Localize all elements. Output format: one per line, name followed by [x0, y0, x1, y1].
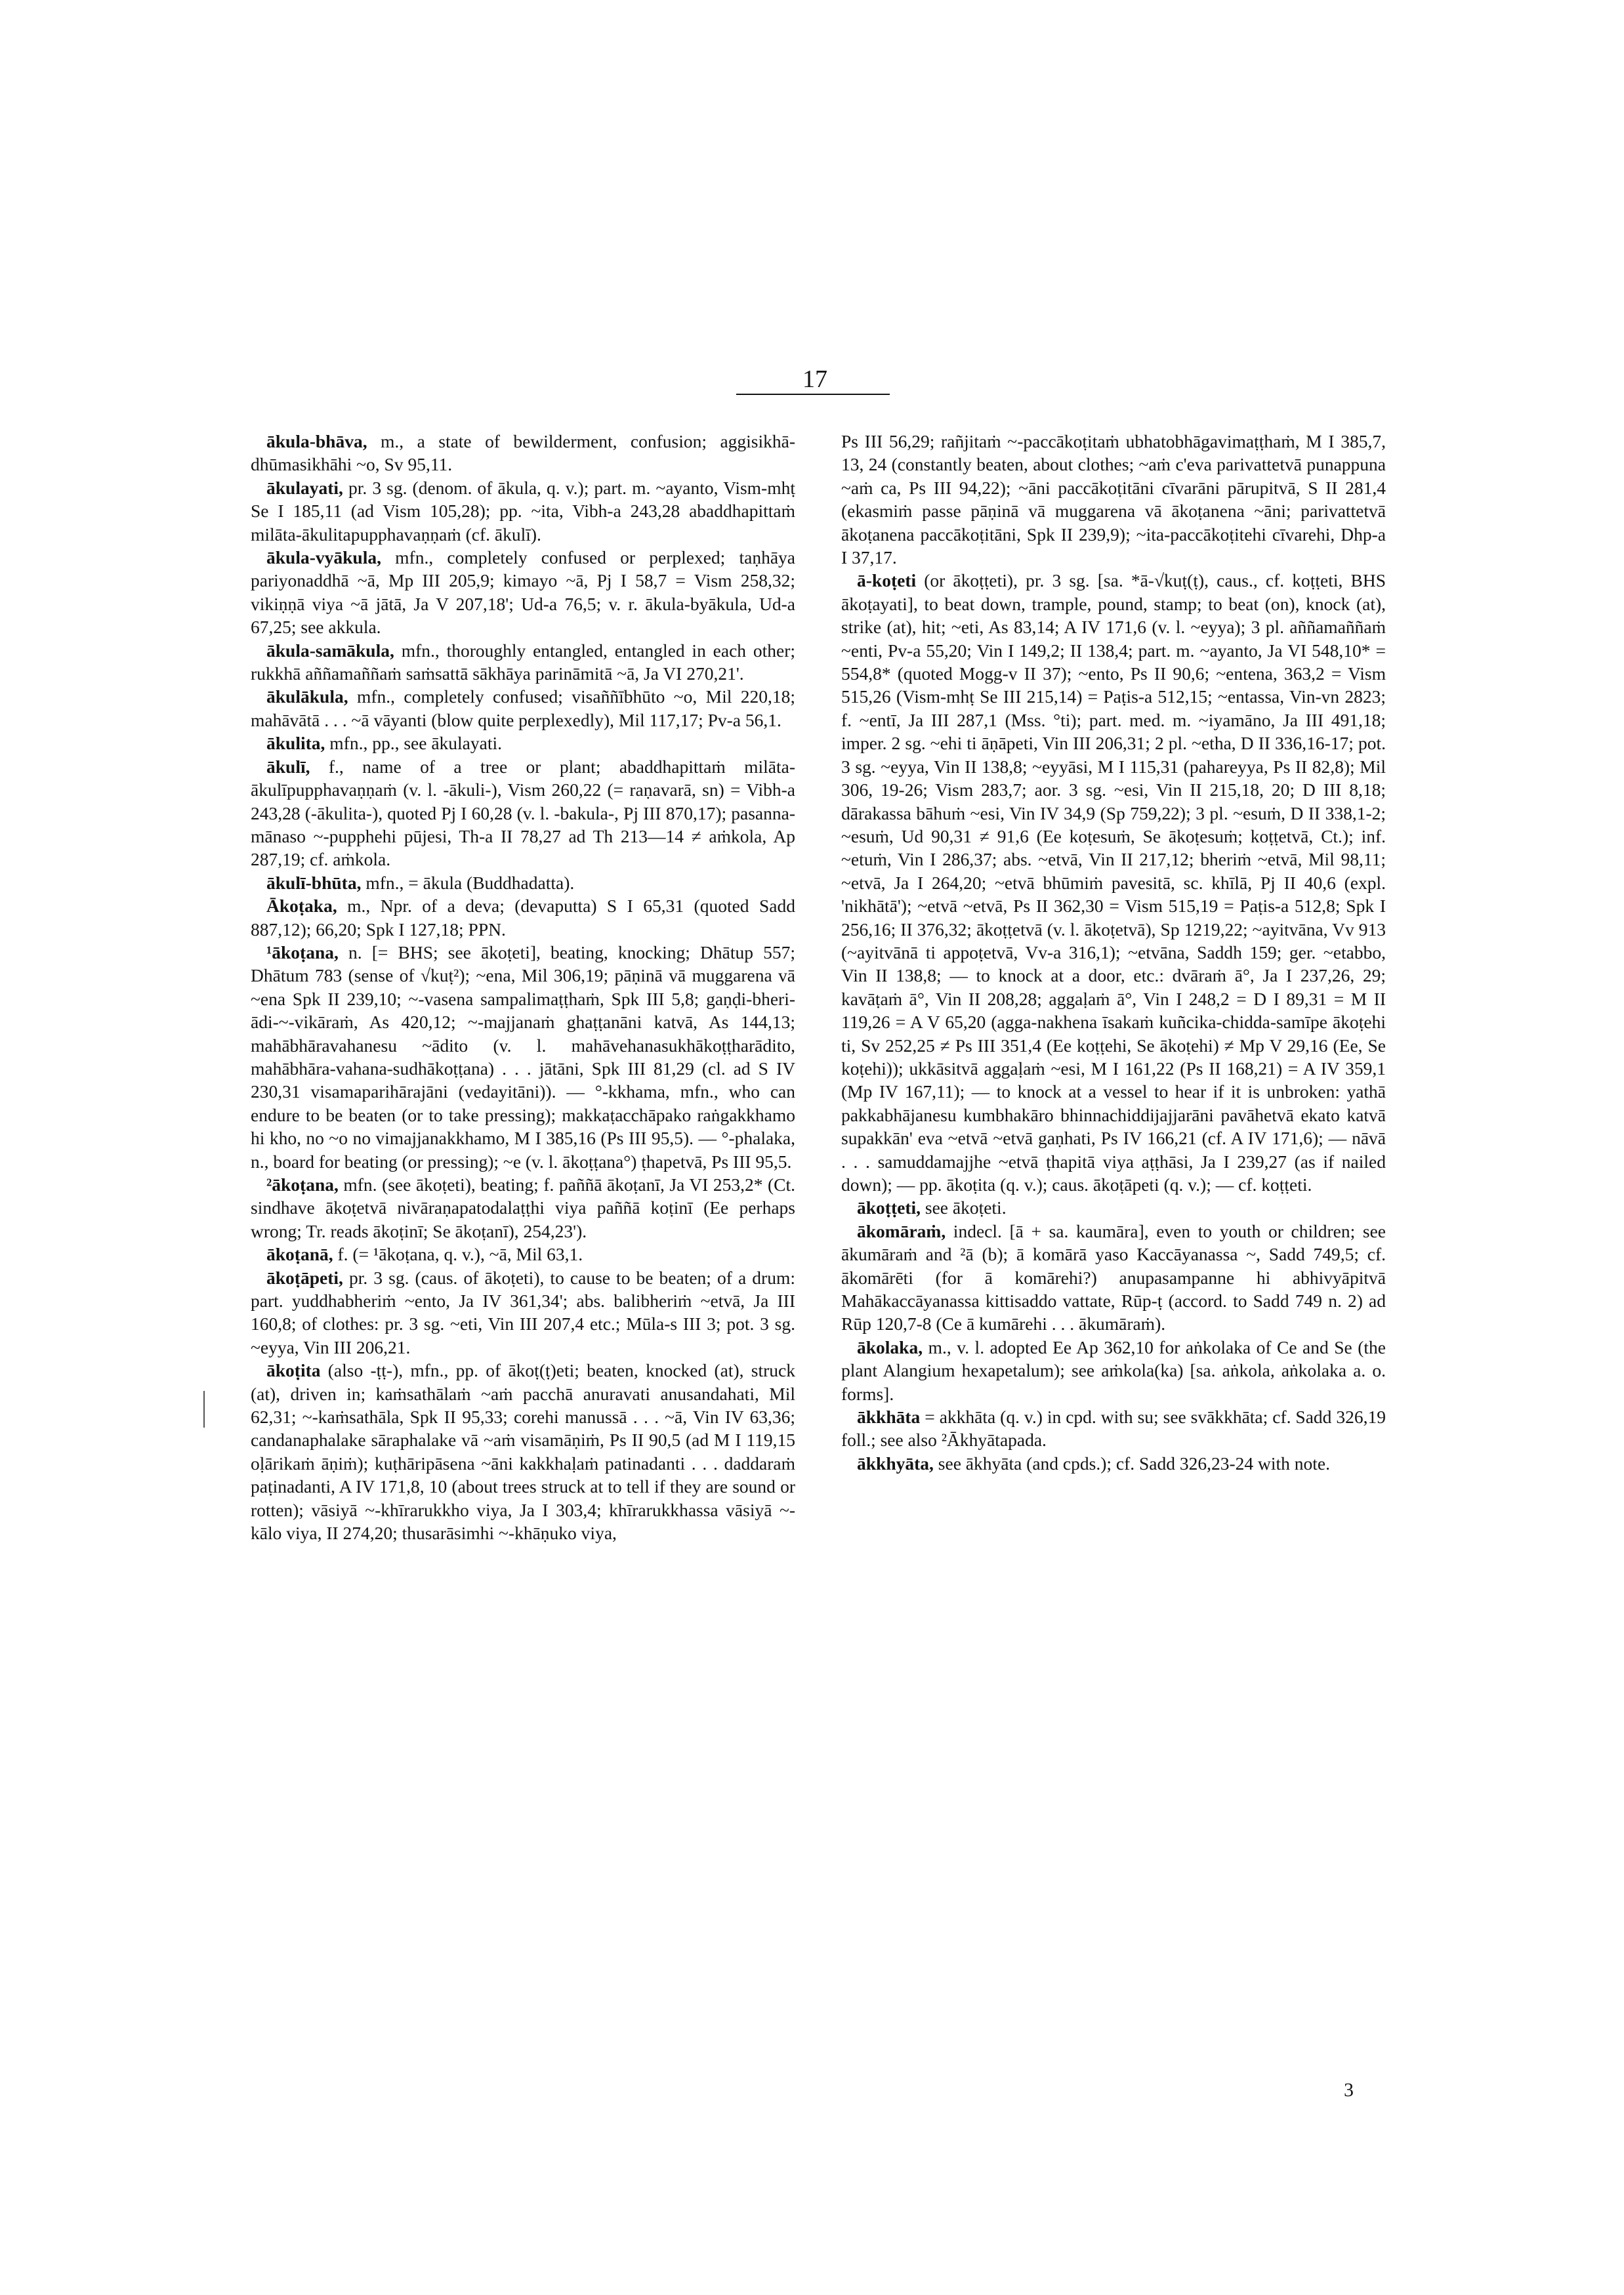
entry-body: mfn., = ākula (Buddhadatta).: [361, 872, 575, 893]
entry-body: = akkhāta (q. v.) in cpd. with su; see svākkhāta; cf. Sadd 326,19 foll.; see also ²Ākhyātapada.: [841, 1407, 1386, 1451]
entry-body: (also -ṭṭ-), mfn., pp. of ākoṭ(ṭ)eti; beaten, knocked (at), struck (at), driven in; kaṁsathālaṁ ~aṁ pacchā anuravati anusandahati, Mil 62,31; ~-kaṁsathāla, Spk II 95,33; corehi manussā . . . ~ā, Vin IV 63,36; candanaphalake sāraphalake vā ~aṁ visamāṇiṁ, Ps II 90,5 (ad M I 119,15 oḷārikaṁ āṇiṁ); kuṭhāripāsena ~āni kakkhaḷaṁ patinadanti . . . daddaraṁ paṭinadanti, A IV 171,8, 10 (about trees struck at to tell if they are sound or rotten); vāsiyā ~-khīrarukkho viya, Ja I 303,4; khīrarukkhassa vāsiyā ~-kālo viya, II 274,20; thusarāsimhi ~-khāṇuko viya,: [251, 1360, 795, 1544]
right-column: [841, 430, 1386, 1475]
entry-headword: ākkhyāta,: [857, 1453, 934, 1474]
entry-body: (or ākoṭṭeti), pr. 3 sg. [sa. *ā-√kuṭ(ṭ), caus., cf. koṭṭeti, BHS ākoṭayati], to beat down, trample, pound, stamp; to beat (on), knock (at), strike (at), hit; ~eti, As 83,14; A IV 171,6 (v. l. ~eyya); 3 pl. aññamaññaṁ ~enti, Pv-a 55,20; Vin I 149,2; II 138,4; part. m. ~ayanto, Ja VI 548,10* = 554,8* (quoted Mogg-v II 37); ~ento, Ps II 90,6; ~entena, 363,2 = Vism 515,26 (Vism-mhṭ Se III 215,14) = Paṭis-a 512,15; ~entassa, Vin-vn 2823; f. ~entī, Ja III 287,1 (Mss. °ti); part. med. m. ~iyamāno, Ja III 491,18; imper. 2 sg. ~ehi ti āṇāpeti, Vin III 206,31; 2 pl. ~etha, D II 336,16-17; pot. 3 sg. ~eyya, Vin II 138,8; ~eyyāsi, M I 115,31 (pahareyya, Ps II 82,8); Mil 306, 19-26; Vism 283,7; aor. 3 sg. ~esi, Vin II 215,18, 20; D III 8,18; dārakassa bāhuṁ ~esi, Vin IV 34,9 (Sp 759,22); 3 pl. ~esuṁ, D II 338,1-2; ~esuṁ, Ud 90,31 ≠ 91,6 (Ee koṭesuṁ, Se ākoṭesuṁ; koṭṭetvā, Ct.); inf. ~etuṁ, Vin I 286,37; abs. ~etvā, Vin II 217,12; bheriṁ ~etvā, Mil 98,11; ~etvā, Ja I 264,20; ~etvā bhūmiṁ pavesitā, sc. khīlā, Pj II 40,6 (expl. 'nikhātā'); ~etvā ~etvā, Ps II 362,30 = Vism 515,19 = Paṭis-a 512,8; Spk I 256,16; II 376,32; ākoṭṭetvā (v. l. ākoṭetvā), Sp 1219,22; ~ayitvāna, Vv 913 (~ayitvānā ti appoṭetvā, Vv-a 316,1); ~etvāna, Saddh 159; ger. ~etabbo, Vin II 138,8; — to knock at a door, etc.: dvāraṁ ā°, Ja I 237,26, 29; kavāṭaṁ ā°, Vin II 208,28; aggaḷaṁ ā°, Vin I 248,2 = D I 89,31 = M II 119,26 = A V 65,20 (agga-nakhena īsakaṁ kuñcika-chidda-samīpe ākoṭehi ti, Sv 252,25 ≠ Ps III 351,4 (Ee koṭṭehi, Se ākoṭehi) ≠ Mp V 29,16 (Ee, Se koṭehi)); ukkāsitvā aggaḷaṁ ~esi, M I 161,22 (Ps II 168,21) = A IV 359,1 (Mp IV 167,11); — to knock at a vessel to hear if it is unbroken: yathā pakkabhājanesu kumbhakāro bhinnachiddijajjarāni pavāhetvā ekato katvā supakkān' eva ~etvā ~etvā gaṇhati, Ps IV 166,21 (cf. A IV 171,6); — nāvā . . . samuddamajjhe ~etvā ṭhapitā viya aṭṭhāsi, Ja I 239,27 (as if nailed down); — pp. ākoṭita (q. v.); caus. ākoṭāpeti (q. v.); — cf. koṭṭeti.: [841, 570, 1386, 1195]
dictionary-entry: [251, 941, 795, 1173]
entry-headword: ākulākula,: [266, 686, 348, 707]
left-column: [251, 430, 795, 1545]
entry-headword: ¹ākoṭana,: [266, 941, 339, 962]
dictionary-entry: [841, 1452, 1386, 1475]
dictionary-entry: [251, 871, 795, 894]
entry-headword: ākulī-bhūta,: [266, 872, 362, 893]
entry-headword: ākulita,: [266, 733, 325, 754]
entry-headword: ākoṭita: [266, 1360, 321, 1381]
dictionary-entry: [251, 755, 795, 871]
entry-headword: ā-koṭeti: [857, 570, 917, 591]
entry-headword: ākoṭṭeti,: [857, 1197, 921, 1218]
entry-body: see ākoṭeti.: [921, 1197, 1007, 1218]
dictionary-entry: [841, 1336, 1386, 1405]
entry-body: m., v. l. adopted Ee Ap 362,10 for aṅkolaka of Ce and Se (the plant Alangium hexapetalum); see aṁkola(ka) [sa. aṅkola, aṅkolaka a. o. forms].: [841, 1336, 1386, 1404]
entry-body: f. (= ¹ākoṭana, q. v.), ~ā, Mil 63,1.: [333, 1244, 583, 1265]
signature-mark: 3: [1344, 2079, 1354, 2101]
dictionary-entry: [841, 1196, 1386, 1219]
dictionary-entry: [251, 1359, 795, 1544]
entry-body: pr. 3 sg. (caus. of ākoṭeti), to cause to be beaten; of a drum: part. yuddhabheriṁ ~ento, Ja IV 361,34'; abs. balibheriṁ ~etvā, Ja III 160,8; of clothes: pr. 3 sg. ~eti, Vin III 207,4 etc.; Mūla-s III 3; pot. 3 sg. ~eyya, Vin III 206,21.: [251, 1267, 795, 1357]
dictionary-entry: [251, 430, 795, 476]
entry-body: mfn., thoroughly entangled, entangled in each other; rukkhā aññamaññaṁ saṁsattā sākhāya parināmitā ~ā, Ja VI 270,21'.: [251, 640, 795, 684]
page-number: 17: [802, 365, 827, 393]
margin-mark: [203, 1391, 205, 1428]
entry-headword: ākolaka,: [857, 1336, 923, 1357]
entry-headword: ākoṭāpeti,: [266, 1267, 343, 1288]
entry-body: m., Npr. of a deva; (devaputta) S I 65,31 (quoted Sadd 887,12); 66,20; Spk I 127,18; PPN.: [251, 896, 795, 940]
dictionary-entry: [251, 1266, 795, 1359]
entry-body: pr. 3 sg. (denom. of ākula, q. v.); part. m. ~ayanto, Vism-mhṭ Se I 185,11 (ad Vism 105,28); pp. ~ita, Vibh-a 243,28 abaddhapittaṁ milāta-ākulitapupphavaṇṇaṁ (cf. ākulī).: [251, 477, 795, 545]
entry-headword: ākoṭanā,: [266, 1244, 333, 1265]
entry-body: mfn., completely confused; visaññībhūto ~o, Mil 220,18; mahāvātā . . . ~ā vāyanti (blow quite perplexedly), Mil 117,17; Pv-a 56,1.: [251, 686, 795, 730]
dictionary-entry: [251, 732, 795, 755]
entry-headword: ākkhāta: [857, 1407, 921, 1428]
dictionary-entry: [251, 476, 795, 546]
entry-body: Ps III 56,29; rañjitaṁ ~-paccākoṭitaṁ ubhatobhāgavimaṭṭhaṁ, M I 385,7, 13, 24 (constantly beaten, about clothes; ~aṁ c'eva parivattetvā punappuna ~aṁ ca, Ps III 94,22); ~āni paccākoṭitāni cīvarāni pārupitvā, S II 281,4 (ekasmiṁ passe pāṇinā vā muggarena vā ākoṭanena ~āni; parivattetvā ākoṭanena paccākoṭitāni, Spk II 239,9); ~ita-paccākoṭitehi cīvarehi, Dhp-a I 37,17.: [841, 431, 1386, 568]
dictionary-entry: [841, 569, 1386, 1196]
dictionary-entry: [251, 894, 795, 941]
entry-body: mfn., pp., see ākulayati.: [325, 733, 502, 754]
entry-headword: ākulayati,: [266, 477, 343, 498]
entry-headword: ākula-bhāva,: [266, 431, 367, 451]
entry-body: see ākhyāta (and cpds.); cf. Sadd 326,23-24 with note.: [933, 1453, 1330, 1474]
entry-headword: ākomāraṁ,: [857, 1220, 946, 1241]
entry-body: m., a state of bewilderment, confusion; aggisikhā-dhūmasikhāhi ~o, Sv 95,11.: [251, 431, 795, 475]
entry-headword: Ākoṭaka,: [266, 896, 337, 917]
dictionary-entry: [251, 639, 795, 686]
entry-body: mfn., completely confused or perplexed; taṇhāya pariyonaddhā ~ā, Mp III 205,9; kimayo ~ā, Pj I 58,7 = Vism 258,32; vikiṇṇā viya ~ā jātā, Ja V 207,18'; Ud-a 76,5; v. r. ākula-byākula, Ud-a 67,25; see akkula.: [251, 547, 795, 638]
entry-body: mfn. (see ākoṭeti), beating; f. paññā ākoṭanī, Ja VI 253,2* (Ct. sindhave ākoṭetvā nivāraṇapatodalaṭṭhi viya paññā koṭinī (Ee perhaps wrong; Tr. reads ākoṭinī; Se ākoṭanī), 254,23').: [251, 1174, 795, 1241]
dictionary-entry: [251, 546, 795, 639]
dictionary-entry: [251, 1243, 795, 1266]
dictionary-entry: [841, 1220, 1386, 1336]
entry-headword: ākula-vyākula,: [266, 547, 381, 568]
entry-body: indecl. [ā + sa. kaumāra], even to youth or children; see ākumāraṁ and ²ā (b); ā komārā yaso Kaccāyanassa ~, Sadd 749,5; cf. ākomārēti (for ā komārehi?) anupasampanne hi abhivyāpitvā Mahākaccāyanassa kittisaddo vattate, Rūp-ṭ (accord. to Sadd 749 n. 2) ad Rūp 120,7-8 (Ce ā kumārehi . . . ākumāraṁ).: [841, 1220, 1386, 1334]
entry-headword: ākula-samākula,: [266, 640, 394, 661]
entry-headword: ākulī,: [266, 756, 310, 777]
header-rule: [736, 394, 890, 395]
entry-body: f., name of a tree or plant; abaddhapittaṁ milāta-ākulīpupphavaṇṇaṁ (v. l. -ākuli-), Vism 260,22 (= raṇavarā, sn) = Vibh-a 243,28 (-ākulita-), quoted Pj I 60,28 (v. l. -bakula-, Pj III 870,17); pasanna-mānaso ~-pupphehi pūjesi, Th-a II 78,27 ad Th 213—14 ≠ aṁkola, Ap 287,19; cf. aṁkola.: [251, 756, 795, 870]
dictionary-entry: [251, 685, 795, 732]
entry-body: n. [= BHS; see ākoṭeti], beating, knocking; Dhātup 557; Dhātum 783 (sense of √kuṭ²); ~ena, Mil 306,19; pāṇinā vā muggarena vā ~ena Spk II 239,10; ~-vasena sampalimaṭṭhaṁ, Spk III 5,8; gaṇḍi-bheri-ādi-~-vikāraṁ, As 420,12; ~-majjanaṁ ghaṭṭanāni katvā, As 144,13; mahābhāravahanesu ~ādito (v. l. mahāvehanasukhākoṭṭharādito, mahābhāra-vahana-sudhākoṭṭana) . . . jātāni, Spk III 81,29 (cl. ad S IV 230,31 visamaparihārajāni (vedayitāni)). — °-kkhama, mfn., who can endure to be beaten (or to take pressing); makkaṭacchāpako raṅgakkhamo hi kho, no ~o no vimajjanakkhamo, M I 385,16 (Ps III 95,5). — °-phalaka, n., board for beating (or pressing); ~e (v. l. ākoṭṭana°) ṭhapetvā, Ps III 95,5.: [251, 941, 795, 1172]
dictionary-entry: [251, 1173, 795, 1243]
entry-headword: ²ākoṭana,: [266, 1174, 339, 1195]
dictionary-entry: [841, 430, 1386, 569]
dictionary-entry: [841, 1405, 1386, 1452]
